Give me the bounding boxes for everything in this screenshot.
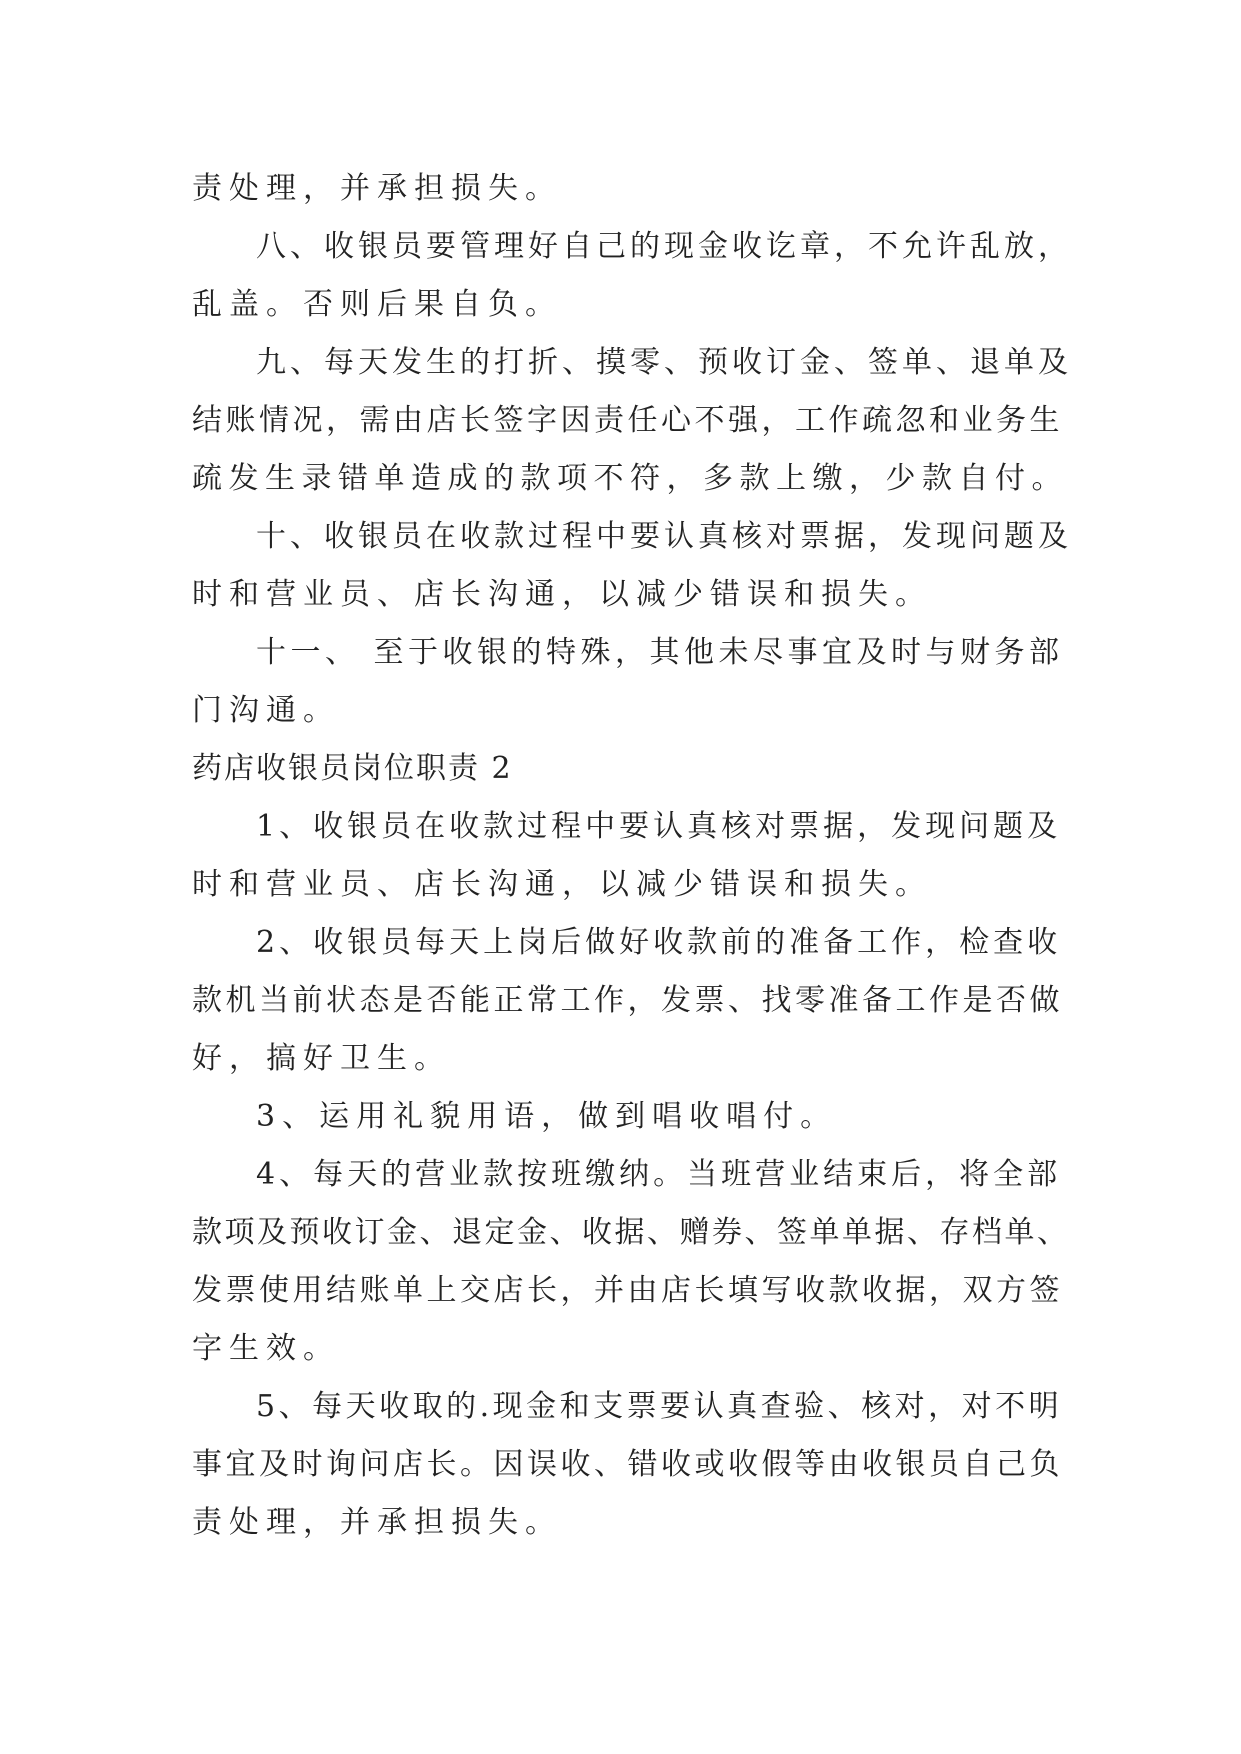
paragraph-line: 疏发生录错单造成的款项不符，多款上缴，少款自付。 bbox=[192, 461, 1068, 496]
paragraph-line: 八、收银员要管理好自己的现金收讫章，不允许乱放， bbox=[256, 229, 1072, 264]
paragraph-line: 门沟通。 bbox=[192, 693, 340, 728]
paragraph-line: 事宜及时询问店长。因误收、错收或收假等由收银员自己负 bbox=[192, 1447, 1063, 1482]
paragraph-line: 责处理，并承担损失。 bbox=[192, 1505, 562, 1540]
document-body bbox=[192, 160, 1072, 1552]
paragraph-line: 2、收银员每天上岗后做好收款前的准备工作，检查收 bbox=[256, 925, 1062, 960]
paragraph-line: 5、每天收取的.现金和支票要认真查验、核对，对不明 bbox=[256, 1389, 1063, 1424]
paragraph-line: 时和营业员、店长沟通，以减少错误和损失。 bbox=[192, 577, 932, 612]
paragraph-line: 九、每天发生的打折、摸零、预收订金、签单、退单及 bbox=[256, 345, 1072, 380]
paragraph-line: 十、收银员在收款过程中要认真核对票据，发现问题及 bbox=[256, 519, 1072, 554]
paragraph-line: 款机当前状态是否能正常工作，发票、找零准备工作是否做 bbox=[192, 983, 1063, 1018]
paragraph-line: 十一、 至于收银的特殊，其他未尽事宜及时与财务部 bbox=[256, 635, 1064, 670]
paragraph-line: 结账情况，需由店长签字因责任心不强，工作疏忽和业务生 bbox=[192, 403, 1063, 438]
paragraph-line: 1、收银员在收款过程中要认真核对票据，发现问题及 bbox=[256, 809, 1062, 844]
paragraph-line: 乱盖。否则后果自负。 bbox=[192, 287, 562, 322]
paragraph-line: 时和营业员、店长沟通，以减少错误和损失。 bbox=[192, 867, 932, 902]
paragraph-line: 4、每天的营业款按班缴纳。当班营业结束后，将全部 bbox=[256, 1157, 1062, 1192]
paragraph-line: 款项及预收订金、退定金、收据、赠券、签单单据、存档单、 bbox=[192, 1215, 1070, 1250]
paragraph-line: 发票使用结账单上交店长，并由店长填写收款收据，双方签 bbox=[192, 1273, 1063, 1308]
paragraph-line: 字生效。 bbox=[192, 1331, 340, 1366]
paragraph-line: 责处理，并承担损失。 bbox=[192, 171, 562, 206]
section-heading: 药店收银员岗位职责 2 bbox=[192, 751, 513, 786]
paragraph-line: 3、运用礼貌用语，做到唱收唱付。 bbox=[256, 1099, 838, 1134]
paragraph-line: 好，搞好卫生。 bbox=[192, 1041, 451, 1076]
